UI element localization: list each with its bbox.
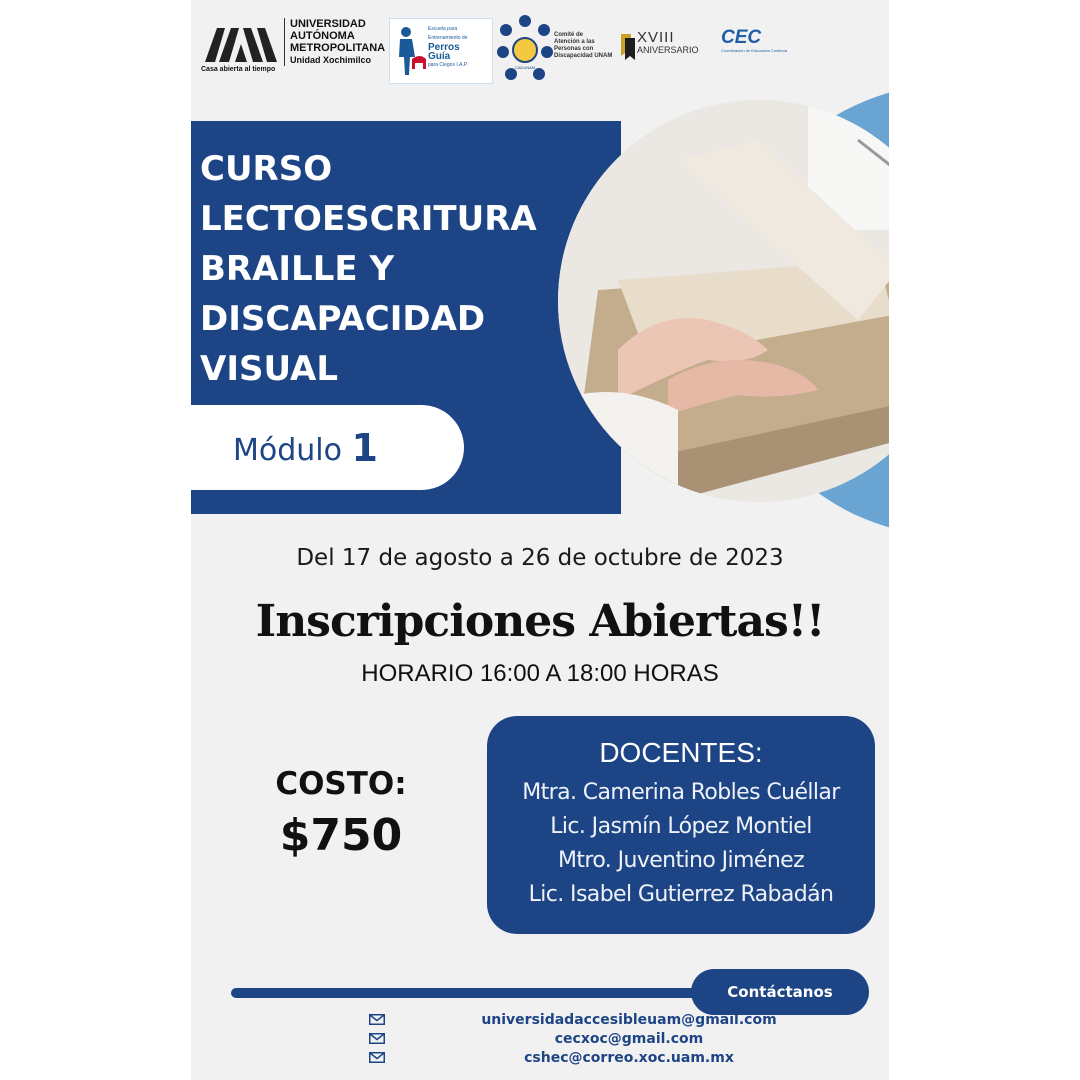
teachers-title: DOCENTES: <box>599 737 763 768</box>
course-title: CURSO LECTOESCRITURA BRAILLE Y DISCAPACIDAD VISUAL <box>200 149 537 389</box>
email-row <box>369 1049 889 1068</box>
uam-name: UNIVERSIDAD AUTÓNOMA METROPOLITANA Unidad Xochimilco <box>284 18 385 66</box>
anniversary-text: XVIII ANIVERSARIO <box>637 29 699 55</box>
anniversary-ribbon-icon <box>619 34 637 64</box>
teachers-list <box>487 776 875 912</box>
schedule: HORARIO 16:00 A 18:00 HORAS <box>361 660 719 687</box>
cec-logo: CEC Coordinación de Educación Continua <box>721 27 788 53</box>
email-row <box>369 1030 889 1049</box>
poster <box>191 0 889 1080</box>
teacher-name: Lic. Jasmín López Montiel <box>550 814 812 839</box>
cadunam-emblem-icon <box>497 14 553 86</box>
uam-motto: Casa abierta al tiempo <box>201 66 276 73</box>
email-link[interactable]: universidadaccesibleuam@gmail.com <box>481 1012 777 1028</box>
teacher-name: Lic. Isabel Gutierrez Rabadán <box>528 882 834 907</box>
teacher-name: Mtra. Camerina Robles Cuéllar <box>522 780 840 805</box>
cadunam-text: Comité de Atención a las Personas con Discapacidad UNAM <box>554 32 613 59</box>
email-link[interactable]: cshec@correo.xoc.uam.mx <box>524 1050 734 1066</box>
cadunam-label: CADUNAM <box>514 65 536 70</box>
module-number: 1 <box>351 426 378 470</box>
email-row <box>369 1011 889 1030</box>
perros-guia-logo <box>389 18 493 84</box>
guide-dog-icon <box>392 25 428 77</box>
cost-label: COSTO: <box>275 766 407 802</box>
contact-button[interactable]: Contáctanos <box>691 969 869 1015</box>
registration-heading: Inscripciones Abiertas!! <box>255 596 825 647</box>
teachers-box <box>487 716 875 934</box>
cost-price: $750 <box>279 810 403 861</box>
email-link[interactable]: cecxoc@gmail.com <box>554 1031 704 1047</box>
contact-divider <box>231 988 711 998</box>
module-label: Módulo 1 <box>233 426 378 470</box>
teacher-name: Mtro. Juventino Jiménez <box>557 848 805 873</box>
uam-logo-icon <box>205 28 277 62</box>
contact-emails <box>369 1011 889 1068</box>
logo-strip <box>191 10 889 90</box>
perros-guia-text: Escuela para Entrenamiento de Perros Guía para Ciegos I.A.P. <box>428 26 468 68</box>
course-dates: Del 17 de agosto a 26 de octubre de 2023 <box>296 545 784 571</box>
